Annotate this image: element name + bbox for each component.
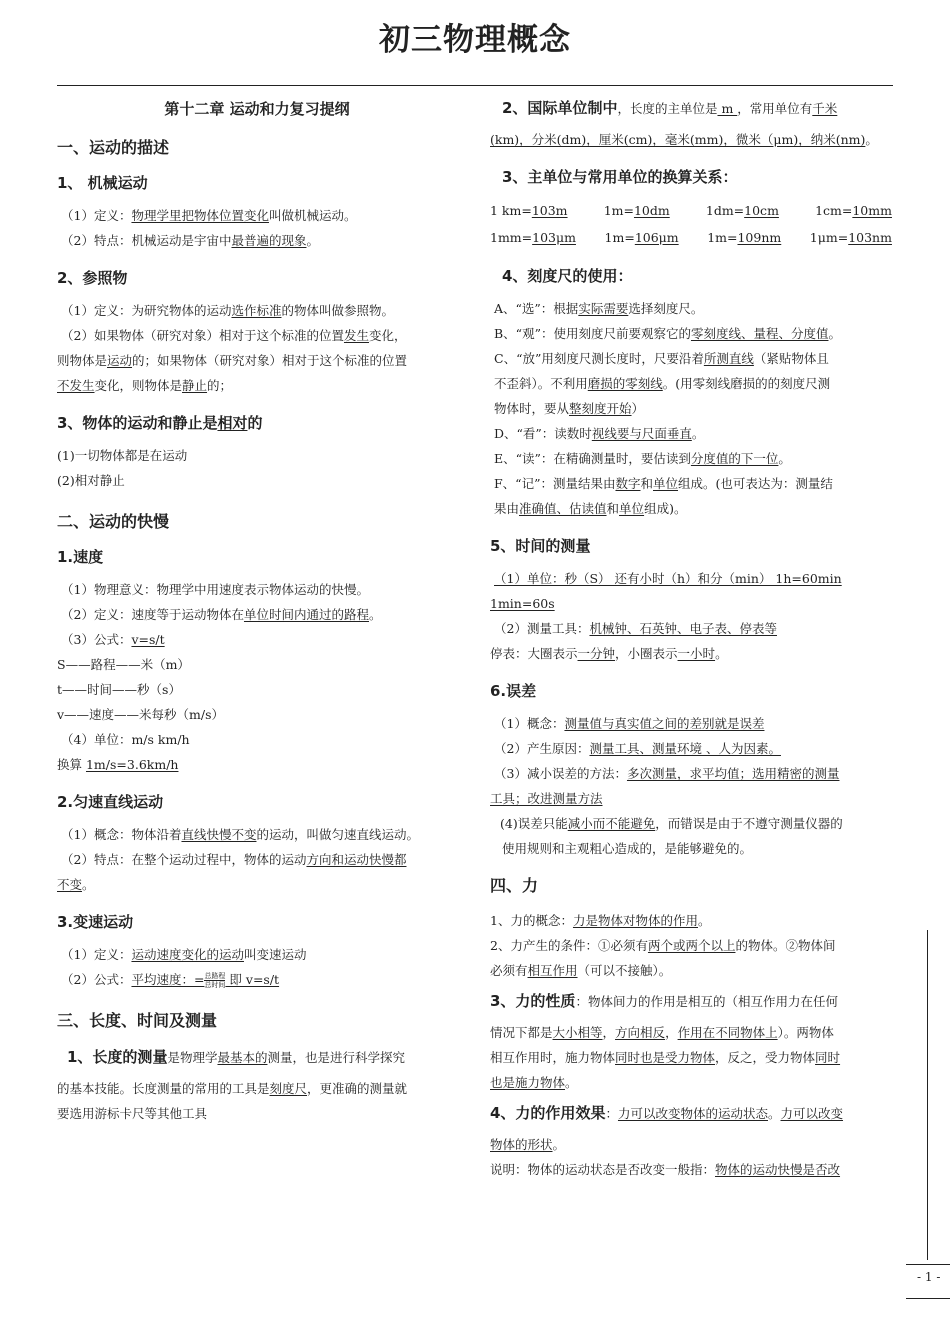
paragraph: （1）单位：秒（S） 还有小时（h）和分（min） 1h=60min xyxy=(494,571,842,586)
paragraph: (4)误差只能减小而不能避免，而错误是由于不遵守测量仪器的 xyxy=(500,816,843,831)
paragraph: 的基本技能。长度测量的常用的工具是刻度尺，更准确的测量就 xyxy=(57,1081,408,1096)
paragraph: t——时间——秒（s） xyxy=(57,682,181,697)
paragraph: v——速度——米每秒（m/s） xyxy=(57,707,225,722)
subsection-heading: 3、物体的运动和静止是相对的 xyxy=(57,414,263,432)
paragraph: 换算 1m/s=3.6km/h xyxy=(57,757,179,772)
paragraph: 相互作用时，施力物体同时也是受力物体，反之，受力物体同时 xyxy=(490,1050,841,1065)
paragraph: C、“放”用刻度尺测长度时，尺要沿着所测直线（紧贴物体且 xyxy=(494,351,829,366)
paragraph: 不歪斜）。不利用磨损的零刻线。(用零刻线磨损的的刻度尺测 xyxy=(494,376,831,391)
paragraph: 说明：物体的运动状态是否改变一般指：物体的运动快慢是否改 xyxy=(490,1162,841,1177)
page-number-rule xyxy=(906,1264,950,1265)
conversion-row: 1 km=103m 1m=10dm 1dm=10cm 1cm=10mm xyxy=(490,203,892,218)
paragraph: D、“看”：读数时视线要与尺面垂直。 xyxy=(494,426,705,441)
paragraph: （1）物理意义：物理学中用速度表示物体运动的快慢。 xyxy=(61,582,369,597)
paragraph: （4）单位：m/s km/h xyxy=(61,732,190,747)
paragraph: 情况下都是大小相等，方向相反，作用在不同物体上）。两物体 xyxy=(490,1025,834,1040)
paragraph: 4、力的作用效果：力可以改变物体的运动状态。力可以改变 xyxy=(490,1104,844,1122)
paragraph: 2、国际单位制中，长度的主单位是 m ，常用单位有千米 xyxy=(502,99,838,117)
paragraph: （1）定义：运动速度变化的运动叫变速运动 xyxy=(61,947,307,962)
paragraph: (2)相对静止 xyxy=(57,473,125,488)
paragraph: 1min=60s xyxy=(490,596,555,611)
subsection-heading: 5、时间的测量 xyxy=(490,537,591,555)
paragraph: （2）公式：平均速度：= 总路程 总时间 即 v=s/t xyxy=(61,972,280,989)
subsection-heading: 1、 机械运动 xyxy=(57,174,148,192)
fraction: 总路程 总时间 xyxy=(204,972,226,989)
paragraph: 要选用游标卡尺等其他工具 xyxy=(57,1106,208,1121)
page-number-rule xyxy=(906,1298,950,1299)
page-number: - 1 - xyxy=(917,1270,941,1284)
section-heading: 四、力 xyxy=(490,876,539,895)
subsection-heading: 3、主单位与常用单位的换算关系： xyxy=(502,168,738,186)
paragraph: （1）定义：为研究物体的运动选作标准的物体叫做参照物。 xyxy=(61,303,394,318)
paragraph: 使用规则和主观粗心造成的，是能够避免的。 xyxy=(502,841,753,856)
margin-line xyxy=(927,930,928,1260)
paragraph: （2）特点：机械运动是宇宙中最普遍的现象。 xyxy=(61,233,319,248)
paragraph: 必须有相互作用（可以不接触）。 xyxy=(490,963,672,978)
paragraph: B、“观”：使用刻度尺前要观察它的零刻度线、量程、分度值。 xyxy=(494,326,841,341)
subsection-heading: 2.匀速直线运动 xyxy=(57,793,164,811)
paragraph: （3）减小误差的方法：多次测量，求平均值；选用精密的测量 xyxy=(494,766,840,781)
subsection-heading: 3.变速运动 xyxy=(57,913,134,931)
paragraph: 物体时，要从整刻度开始） xyxy=(494,401,645,416)
paragraph: (1)一切物体都是在运动 xyxy=(57,448,188,463)
paragraph: 2、力产生的条件：①必须有两个或两个以上的物体。②物体间 xyxy=(490,938,836,953)
left-column xyxy=(57,92,457,1126)
paragraph: 不变。 xyxy=(57,877,95,892)
paragraph: 3、力的性质：物体间力的作用是相互的（相互作用力在任何 xyxy=(490,992,838,1010)
paragraph: （2）特点：在整个运动过程中，物体的运动方向和运动快慢都 xyxy=(61,852,407,867)
title-rule xyxy=(57,85,893,86)
paragraph: F、“记”：测量结果由数字和单位组成。(也可表达为：测量结 xyxy=(494,476,833,491)
paragraph: （2）产生原因：测量工具、测量环境 、人为因素。 xyxy=(494,741,781,756)
paragraph: （2）测量工具：机械钟、石英钟、电子表、停表等 xyxy=(494,621,777,636)
paragraph: （1）概念：测量值与真实值之间的差别就是误差 xyxy=(494,716,765,731)
paragraph: 也是施力物体。 xyxy=(490,1075,578,1090)
subsection-heading: 4、刻度尺的使用： xyxy=(502,267,633,285)
paragraph: 则物体是运动的；如果物体（研究对象）相对于这个标准的位置 xyxy=(57,353,408,368)
paragraph: 物体的形状。 xyxy=(490,1137,566,1152)
section-heading: 三、长度、时间及测量 xyxy=(57,1011,218,1030)
paragraph: （2）定义：速度等于运动物体在单位时间内通过的路程。 xyxy=(61,607,382,622)
subsection-heading: 2、参照物 xyxy=(57,269,128,287)
paragraph: 不发生变化，则物体是静止的； xyxy=(57,378,233,393)
paragraph: 果由准确值、估读值和单位组成)。 xyxy=(494,501,687,516)
paragraph: (km)，分米(dm)，厘米(cm)，毫米(mm)，微米（μm)，纳米(nm)。 xyxy=(490,132,878,147)
section-heading: 一、运动的描述 xyxy=(57,138,170,157)
paragraph: （2）如果物体（研究对象）相对于这个标准的位置发生变化， xyxy=(61,328,407,343)
paragraph: （1）概念：物体沿着直线快慢不变的运动，叫做匀速直线运动。 xyxy=(61,827,419,842)
paragraph: （1）定义：物理学里把物体位置变化叫做机械运动。 xyxy=(61,208,357,223)
page-title: 初三物理概念 xyxy=(379,22,571,58)
conversion-row: 1mm=103μm 1m=106μm 1m=109nm 1μm=103nm xyxy=(490,230,892,245)
paragraph: 工具；改进测量方法 xyxy=(490,791,603,806)
subsection-heading: 6.误差 xyxy=(490,682,537,700)
section-heading: 二、运动的快慢 xyxy=(57,512,170,531)
paragraph: A、“选”：根据实际需要选择刻度尺。 xyxy=(494,301,704,316)
paragraph: 1、长度的测量是物理学最基本的测量，也是进行科学探究 xyxy=(67,1048,405,1066)
subsection-heading: 1.速度 xyxy=(57,548,104,566)
paragraph: 1、力的概念：力是物体对物体的作用。 xyxy=(490,913,711,928)
paragraph: （3）公式：v=s/t xyxy=(61,632,165,647)
paragraph: 停表：大圈表示一分钟，小圈表示一小时。 xyxy=(490,646,728,661)
right-column xyxy=(490,92,892,1182)
chapter-title: 第十二章 运动和力复习提纲 xyxy=(164,100,350,118)
paragraph: S——路程——米（m） xyxy=(57,657,190,672)
paragraph: E、“读”：在精确测量时，要估读到分度值的下一位。 xyxy=(494,451,791,466)
